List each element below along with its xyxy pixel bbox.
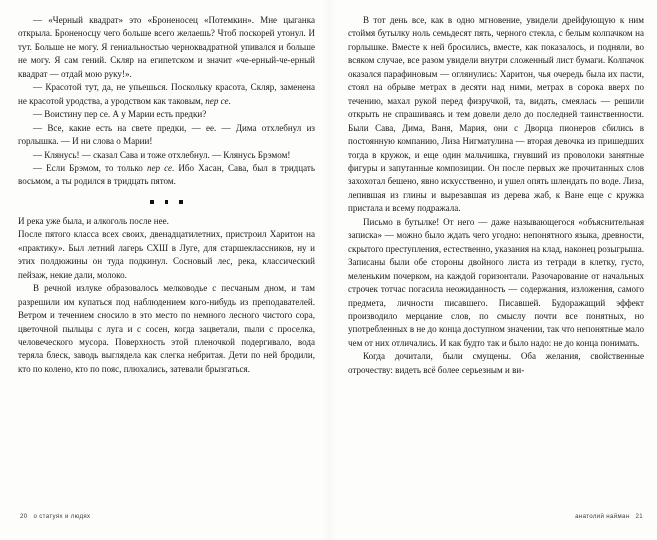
divider-square-icon [179, 200, 182, 203]
text-run: . [228, 95, 231, 106]
body-paragraph [18, 149, 315, 162]
right-running-title: анатолий найман [575, 513, 630, 520]
body-paragraph [18, 162, 315, 189]
section-divider [18, 189, 315, 215]
text-run: — Все, какие есть на свете предки, — ее. — Дима отхлебнул из горлышка. — И ни слова о Марии! [18, 122, 315, 147]
left-page-folio: 20 [20, 513, 28, 520]
right-page-textblock [348, 14, 644, 377]
text-run: Когда дочитали, были смущены. Оба желания, свойственные отрочеству: видеть всё более серьезным и ви- [348, 351, 644, 375]
body-paragraph [18, 81, 315, 108]
text-run: — Клянусь! — сказал Сава и тоже отхлебнул. — Клянусь Брэмом! [33, 149, 291, 160]
body-paragraph [18, 228, 315, 282]
body-paragraph [348, 216, 644, 351]
italic-phrase: пер се [146, 162, 173, 173]
right-page-footer [575, 513, 643, 520]
body-paragraph [18, 282, 315, 376]
italic-phrase: пер се [205, 95, 229, 106]
text-run: В речной излуке образовалось мелководье с песчаным дном, и там разрешили им купаться под наблюдением кого-нибудь из преподавателей. Ветром и течением сносило в это место по немного лесного чистого сора, цветочной пыльцы с луга и с сосен, когда зацветали, пыли с проселка, человеческого мусора. Поверхность этой пленочкой подергивало, вода теряла блеск, заводь выглядела как слегка небритая. Дети по ней бродили, кто по колено, кто по пояс, плюхались, затевали брызгаться. [18, 283, 315, 374]
body-paragraph [18, 108, 315, 121]
body-paragraph [18, 215, 315, 228]
left-running-title: о статуях и людях [33, 513, 91, 520]
body-paragraph [18, 122, 315, 149]
body-paragraph [348, 14, 644, 216]
text-run: После пятого класса всех своих, двенадцатилетних, пристроил Харитон на «практику». Был летний лагерь СХШ в Луге, для старшеклассников, ну и этих полдюжины он туда подкинул. Сосновый лес, река, классический пейзаж, некие дали, молоко. [18, 229, 315, 280]
body-paragraph [18, 14, 315, 81]
body-paragraph [348, 350, 644, 377]
left-page-footer [20, 513, 90, 520]
divider-square-icon [150, 200, 153, 203]
text-run: Письмо в бутылке! От него — даже называющегося «объяснительная записка» — можно было ждать чего угодно: непонятного языка, древности, скрытого преступления, естественно, указания на клад, наконец розыгрыша. Записаны были обе стороны двойного листа из тетради в клетку, густо, меленьким почерком, на каждой горизонтали. Разочарование от начальных строчек тотчас погасила неожиданность — содержания, изложения, самого предмета, личности писавшего. Писавшей. Будоражащий эффект производило мерцание слов, по смыслу почти все понятных, но употребленных в не до конца доступном значении, так что непонятные мало чем от них отличались. И как будто так и было надо: не до конца понимать. [348, 216, 644, 348]
page-right [329, 0, 657, 540]
text-run: — «Черный квадрат» это «Броненосец «Потемкин». Мне цыганка открыла. Броненосцу чего больше всего желаешь? Чтоб поскорей утонул. И тут. Больше не могу. Я гениальностью черноквадратной упивался и больше не могу. Я сам гений. Скляр на египетском и значит «че-ерный-че-ерный квадрат — отдай мою руку!». [18, 15, 315, 79]
right-page-folio: 21 [635, 513, 643, 520]
text-run: . Ибо Хасан, Сава, был в тридцать восьмом, а ты родился в тридцать пятом. [18, 162, 315, 187]
text-run: В тот день все, как в одно мгновение, увидели дрейфующую к ним стоймя бутылку ноль семьдесят пять, черного стекла, с белым колпачком на горлышке. Вместе к ней бросились, вместе, как показалось, и подняли, во всяком случае, все разом увидели внутри сложенный лист бумаги. Колпачок оказался парафиновым — оглянулись: Харитон, чья очередь была их пасти, стоял на обрыве метрах в десяти над ними, метрах в сорока вверх по течению, махал рукой перед физручкой, та, видать, смеялась — решили открыть не спрашиваясь и тем довели дело до последней таинственности. Были Сава, Дима, Ваня, Мария, они с Дворца пионеров сбились в постоянную компанию, Лиза Нигматулина — вторая девочка из пришедших тогда в кружок, и еще один мальчишка, гнувший из проволоки занятные фигуры и запутанные композиции. Он после первых же прочитанных слов захохотал бешено, явно искусственно, и ушел опять шлендать по воде. Лиза, лепившая из глины и вырезавшая из дерева жаб, к Ване еще с кружка пристала и всему подражала. [348, 15, 644, 214]
text-run: И река уже была, и алкоголь после нее. [18, 215, 169, 226]
left-page-textblock [18, 14, 315, 376]
text-run: — Красотой тут, да, не упьешься. Поскольку красота, Скляр, заменена не красотой уродства, а уродством как таковым, [18, 82, 315, 106]
divider-square-icon [165, 200, 168, 203]
text-run: — Воистину пер се. А у Марии есть предки? [33, 109, 207, 120]
text-run: — Если Брэмом, то только [33, 162, 147, 173]
